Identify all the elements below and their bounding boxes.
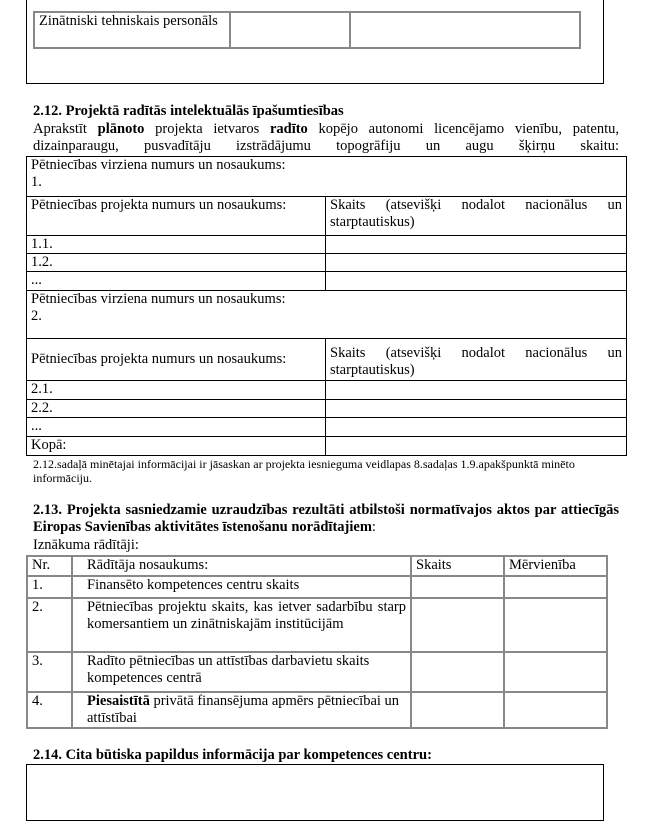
col-header-count: Skaits [411, 556, 504, 576]
total-cell[interactable] [326, 437, 627, 456]
indicator-unit[interactable] [504, 652, 607, 692]
indicator-count[interactable] [411, 692, 504, 728]
ip-table [26, 156, 627, 456]
indicator-count[interactable] [411, 576, 504, 598]
indicator-count[interactable] [411, 598, 504, 652]
staff-cell[interactable] [230, 12, 350, 48]
section-2-14-heading: 2.14. Cita būtiska papildus informācija par kompetences centru: [33, 747, 432, 763]
indicator-name: Pētniecības projektu skaits, kas ietver sadarbību starp komersantiem un zinātniskajām institūcijām [72, 598, 411, 652]
indicator-unit[interactable] [504, 692, 607, 728]
count-cell[interactable] [326, 254, 627, 272]
count-cell[interactable] [326, 272, 627, 291]
project-row-label: ... [27, 418, 326, 437]
direction-cell: Pētniecības virziena numurs un nosaukums: 1. [27, 157, 627, 197]
project-row-label: 2.2. [27, 400, 326, 418]
indicators-table [26, 555, 608, 729]
project-header: Pētniecības projekta numurs un nosaukums: [27, 197, 326, 236]
indicator-nr: 2. [27, 598, 72, 652]
indicator-unit[interactable] [504, 598, 607, 652]
ip-footnote: 2.12.sadaļā minētajai informācijai ir jāsaskan ar projekta iesnieguma veidlapas 8.sadaļas 1.9.apakšpunktā minēto informāciju. [33, 457, 575, 485]
count-cell[interactable] [326, 236, 627, 254]
indicator-unit[interactable] [504, 576, 607, 598]
col-header-name: Rādītāja nosaukums: [72, 556, 411, 576]
indicator-nr: 1. [27, 576, 72, 598]
indicator-name: Finansēto kompetences centru skaits [72, 576, 411, 598]
project-header: Pētniecības projekta numurs un nosaukums: [27, 339, 326, 381]
project-row-label: 2.1. [27, 381, 326, 400]
indicator-count[interactable] [411, 652, 504, 692]
count-header: Skaits (atsevišķi nodalot nacionālus un starptautiskus) [326, 339, 627, 381]
section-2-12-intro: Aprakstīt plānoto projekta ietvaros radīto kopējo autonomi licencējamo vienību, patentu, dizainparaugu, pusvadītāju izstrādājumu topogrāfiju un augu šķirņu skaitu: [33, 121, 619, 154]
count-cell[interactable] [326, 400, 627, 418]
count-cell[interactable] [326, 418, 627, 437]
col-header-nr: Nr. [27, 556, 72, 576]
total-label: Kopā: [27, 437, 326, 456]
count-header: Skaits (atsevišķi nodalot nacionālus un starptautiskus) [326, 197, 627, 236]
staff-table [33, 11, 581, 49]
output-indicators-label: Iznākuma rādītāji: [33, 537, 139, 553]
project-row-label: ... [27, 272, 326, 291]
project-row-label: 1.2. [27, 254, 326, 272]
count-cell[interactable] [326, 381, 627, 400]
indicator-name: Radīto pētniecības un attīstības darbavietu skaits kompetences centrā [72, 652, 411, 692]
indicator-nr: 4. [27, 692, 72, 728]
col-header-unit: Mērvienība [504, 556, 607, 576]
indicator-nr: 3. [27, 652, 72, 692]
indicator-name: Piesaistītā privātā finansējuma apmērs pētniecībai un attīstībai [72, 692, 411, 728]
direction-cell: Pētniecības virziena numurs un nosaukums: 2. [27, 291, 627, 339]
project-row-label: 1.1. [27, 236, 326, 254]
section-2-13-heading: 2.13. Projekta sasniedzamie uzraudzības rezultāti atbilstoši normatīvajos aktos par attiecīgās Eiropas Savienības aktivitātes īstenošanu norādītajiem: [33, 502, 619, 535]
additional-info-box[interactable] [26, 764, 604, 821]
section-2-12-heading: 2.12. Projektā radītās intelektuālās īpašumtiesības [33, 103, 344, 119]
staff-row-label: Zinātniski tehniskais personāls [34, 12, 230, 48]
staff-cell[interactable] [350, 12, 580, 48]
